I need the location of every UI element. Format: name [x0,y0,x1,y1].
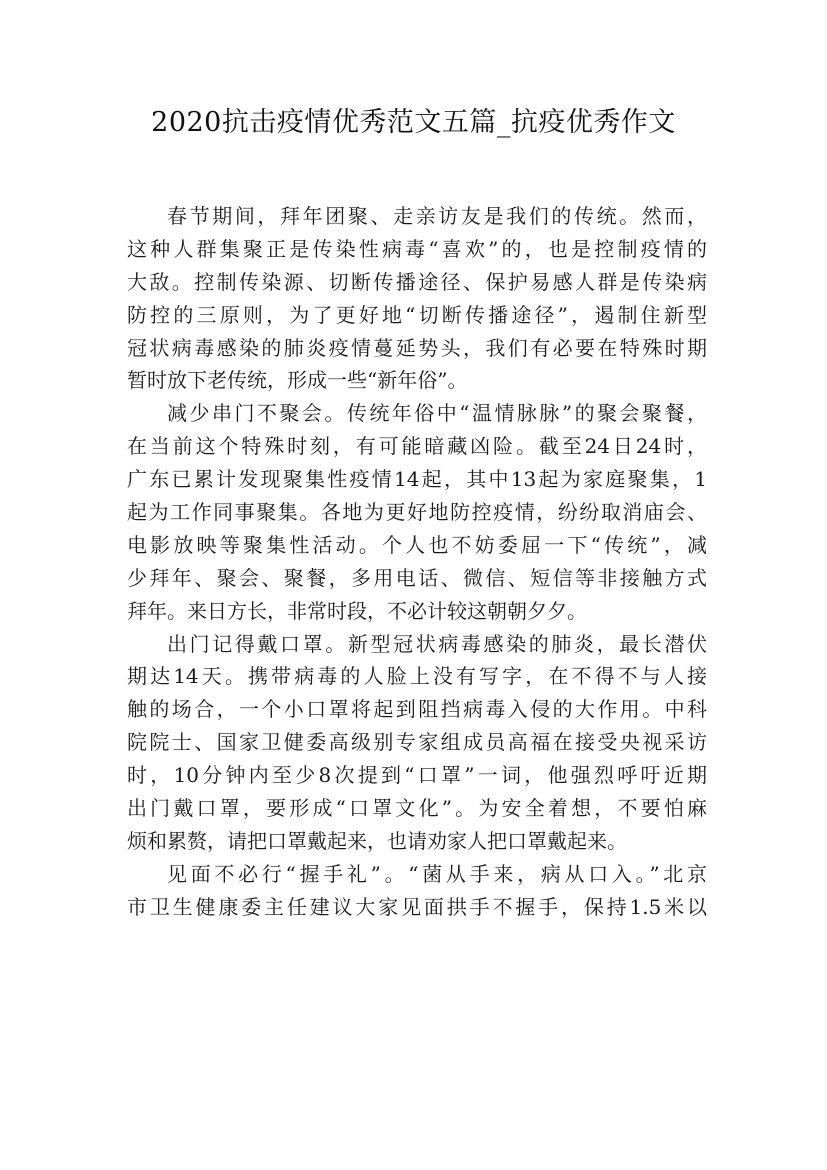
document-body [127,200,707,924]
paragraph-1-line-1: 春节期间，拜年团聚、走亲访友是我们的传统。然而， [167,204,707,228]
paragraph-1 [127,200,707,397]
paragraph-2-line-1: 减少串门不聚会。传统年俗中“温情脉脉”的聚会聚餐， [167,401,707,426]
paragraph-2 [127,397,707,627]
paragraph-4-line-2: 市卫生健康委主任建议大家见面拱手不握手，保持1.5米以 [127,894,707,919]
paragraph-1-line-4: 防控的三原则，为了更好地“切断传播途径”，遏制住新型 [127,302,707,327]
paragraph-4 [127,858,707,924]
document-title: 2020抗击疫情优秀范文五篇_抗疫优秀作文 [151,107,676,138]
paragraph-1-line-2: 这种人群集聚正是传染性病毒“喜欢”的，也是控制疫情的 [127,236,707,261]
paragraph-2-line-6: 少拜年、聚会、聚餐，多用电话、微信、短信等非接触方式 [127,565,707,590]
paragraph-2-line-7: 拜年。来日方长，非常时段，不必计较这朝朝夕夕。 [127,598,587,623]
paragraph-1-line-5: 冠状病毒感染的肺炎疫情蔓延势头，我们有必要在特殊时期 [127,335,707,360]
paragraph-2-line-3: 广东已累计发现聚集性疫情14起，其中13起为家庭聚集，1 [127,467,707,492]
paragraph-3-line-2: 期达14天。携带病毒的人脸上没有写字，在不得不与人接 [127,664,707,689]
paragraph-1-line-3: 大敌。控制传染源、切断传播途径、保护易感人群是传染病 [127,269,707,294]
paragraph-3-line-3: 触的场合，一个小口罩将起到阻挡病毒入侵的大作用。中科 [127,697,707,722]
paragraph-2-line-4: 起为工作同事聚集。各地为更好地防控疫情，纷纷取消庙会、 [127,500,707,525]
paragraph-2-line-5: 电影放映等聚集性活动。个人也不妨委屈一下“传统”，减 [127,532,707,557]
paragraph-3 [127,628,707,858]
paragraph-2-line-2: 在当前这个特殊时刻，有可能暗藏凶险。截至24日24时， [127,434,707,459]
paragraph-3-line-5: 时，10分钟内至少8次提到“口罩”一词，他强烈呼吁近期 [127,763,707,788]
paragraph-1-line-6: 暂时放下老传统，形成一些“新年俗”。 [127,368,468,393]
paragraph-4-line-1: 见面不必行“握手礼”。“菌从手来，病从口入。”北京 [167,861,707,886]
paragraph-3-line-6: 出门戴口罩，要形成“口罩文化”。为安全着想，不要怕麻 [127,796,707,821]
paragraph-3-line-1: 出门记得戴口罩。新型冠状病毒感染的肺炎，最长潜伏 [167,631,707,656]
paragraph-3-line-4: 院院士、国家卫健委高级别专家组成员高福在接受央视采访 [127,730,707,755]
paragraph-3-line-7: 烦和累赘，请把口罩戴起来，也请劝家人把口罩戴起来。 [127,828,627,853]
